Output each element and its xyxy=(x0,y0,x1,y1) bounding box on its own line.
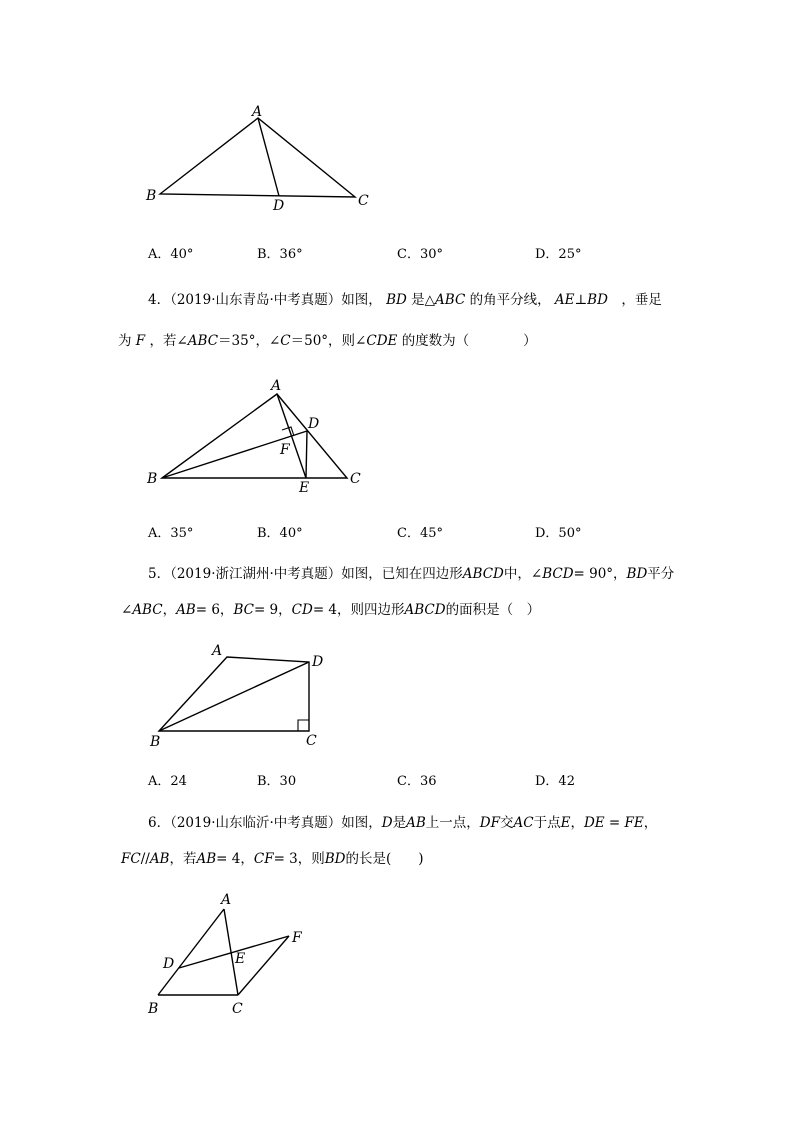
segment-bd xyxy=(159,662,309,731)
question-number: 4． xyxy=(148,292,171,308)
segment-ab xyxy=(158,909,224,995)
q4-stem-line1: 4．（2019·山东青岛·中考真题）如图， BD 是△ABC 的角平分线， AE⊥BD ，垂足 xyxy=(148,292,662,308)
question-number: 6． xyxy=(148,815,171,831)
q4-option-a[interactable]: A．35° xyxy=(148,526,194,541)
q3-option-c[interactable]: C．30° xyxy=(397,247,443,262)
triangle-abc xyxy=(162,394,347,478)
q3-option-a[interactable]: A．40° xyxy=(148,247,194,262)
q5-stem-line2: ∠ABC，AB= 6，BC= 9，CD= 4，则四边形ABCD的面积是（ ） xyxy=(121,602,541,618)
question-source: （2019·山东临沂·中考真题） xyxy=(170,815,342,831)
q4-option-b[interactable]: B．40° xyxy=(257,526,303,541)
point-label-b: B xyxy=(150,734,161,750)
point-label-e: E xyxy=(235,951,246,967)
point-label-a: A xyxy=(271,378,282,394)
point-label-a: A xyxy=(252,104,263,120)
q3-option-b[interactable]: B．36° xyxy=(257,247,303,262)
segment-ad xyxy=(258,118,279,196)
q5-option-b[interactable]: B．30 xyxy=(257,774,297,789)
point-label-d: D xyxy=(312,654,324,670)
segment-cf xyxy=(238,936,289,995)
point-label-e: E xyxy=(299,480,310,496)
q5-option-a[interactable]: A．24 xyxy=(148,774,187,789)
point-label-b: B xyxy=(146,188,157,204)
point-label-d: D xyxy=(273,198,285,214)
q6-stem-line2: FC//AB，若AB= 4，CF= 3，则BD的长是( ) xyxy=(121,851,424,867)
q5-option-d[interactable]: D．42 xyxy=(535,774,575,789)
triangle-abc xyxy=(160,118,355,197)
point-label-b: B xyxy=(147,471,158,487)
point-label-f: F xyxy=(280,442,290,458)
point-label-f: F xyxy=(292,930,302,946)
figure-q5-quadrilateral xyxy=(0,640,794,755)
figure-q4-triangle xyxy=(0,370,794,500)
right-angle-mark xyxy=(298,720,309,731)
segment-de xyxy=(306,431,307,478)
point-label-d: D xyxy=(308,416,320,432)
point-label-b: B xyxy=(148,1001,159,1017)
figure-q3-triangle xyxy=(0,0,794,230)
point-label-a: A xyxy=(221,892,232,908)
right-angle-mark xyxy=(282,427,294,436)
point-label-c: C xyxy=(232,1001,243,1017)
q4-stem-line2: 为 F ，若∠ABC＝35°，∠C＝50°，则∠CDE 的度数为（ ） xyxy=(118,333,537,349)
segment-ae xyxy=(277,394,306,478)
q5-stem-line1: 5．（2019·浙江湖州·中考真题）如图，已知在四边形ABCD中，∠BCD= 90°，BD平分 xyxy=(148,566,675,582)
segment-df xyxy=(179,936,289,968)
point-label-c: C xyxy=(350,471,361,487)
q5-option-c[interactable]: C．36 xyxy=(397,774,437,789)
q4-option-c[interactable]: C．45° xyxy=(397,526,443,541)
q6-stem-line1: 6．（2019·山东临沂·中考真题）如图，D是AB上一点，DF交AC于点E，DE = FE， xyxy=(148,815,658,831)
point-label-c: C xyxy=(358,193,369,209)
question-source: （2019·山东青岛·中考真题） xyxy=(170,292,342,308)
figure-q6-geometry xyxy=(0,885,794,1025)
q4-option-d[interactable]: D．50° xyxy=(535,526,582,541)
point-label-d: D xyxy=(163,956,175,972)
q3-option-d[interactable]: D．25° xyxy=(535,247,582,262)
question-number: 5． xyxy=(148,566,171,582)
question-source: （2019·浙江湖州·中考真题） xyxy=(170,566,342,582)
point-label-a: A xyxy=(212,643,223,659)
point-label-c: C xyxy=(306,733,317,749)
